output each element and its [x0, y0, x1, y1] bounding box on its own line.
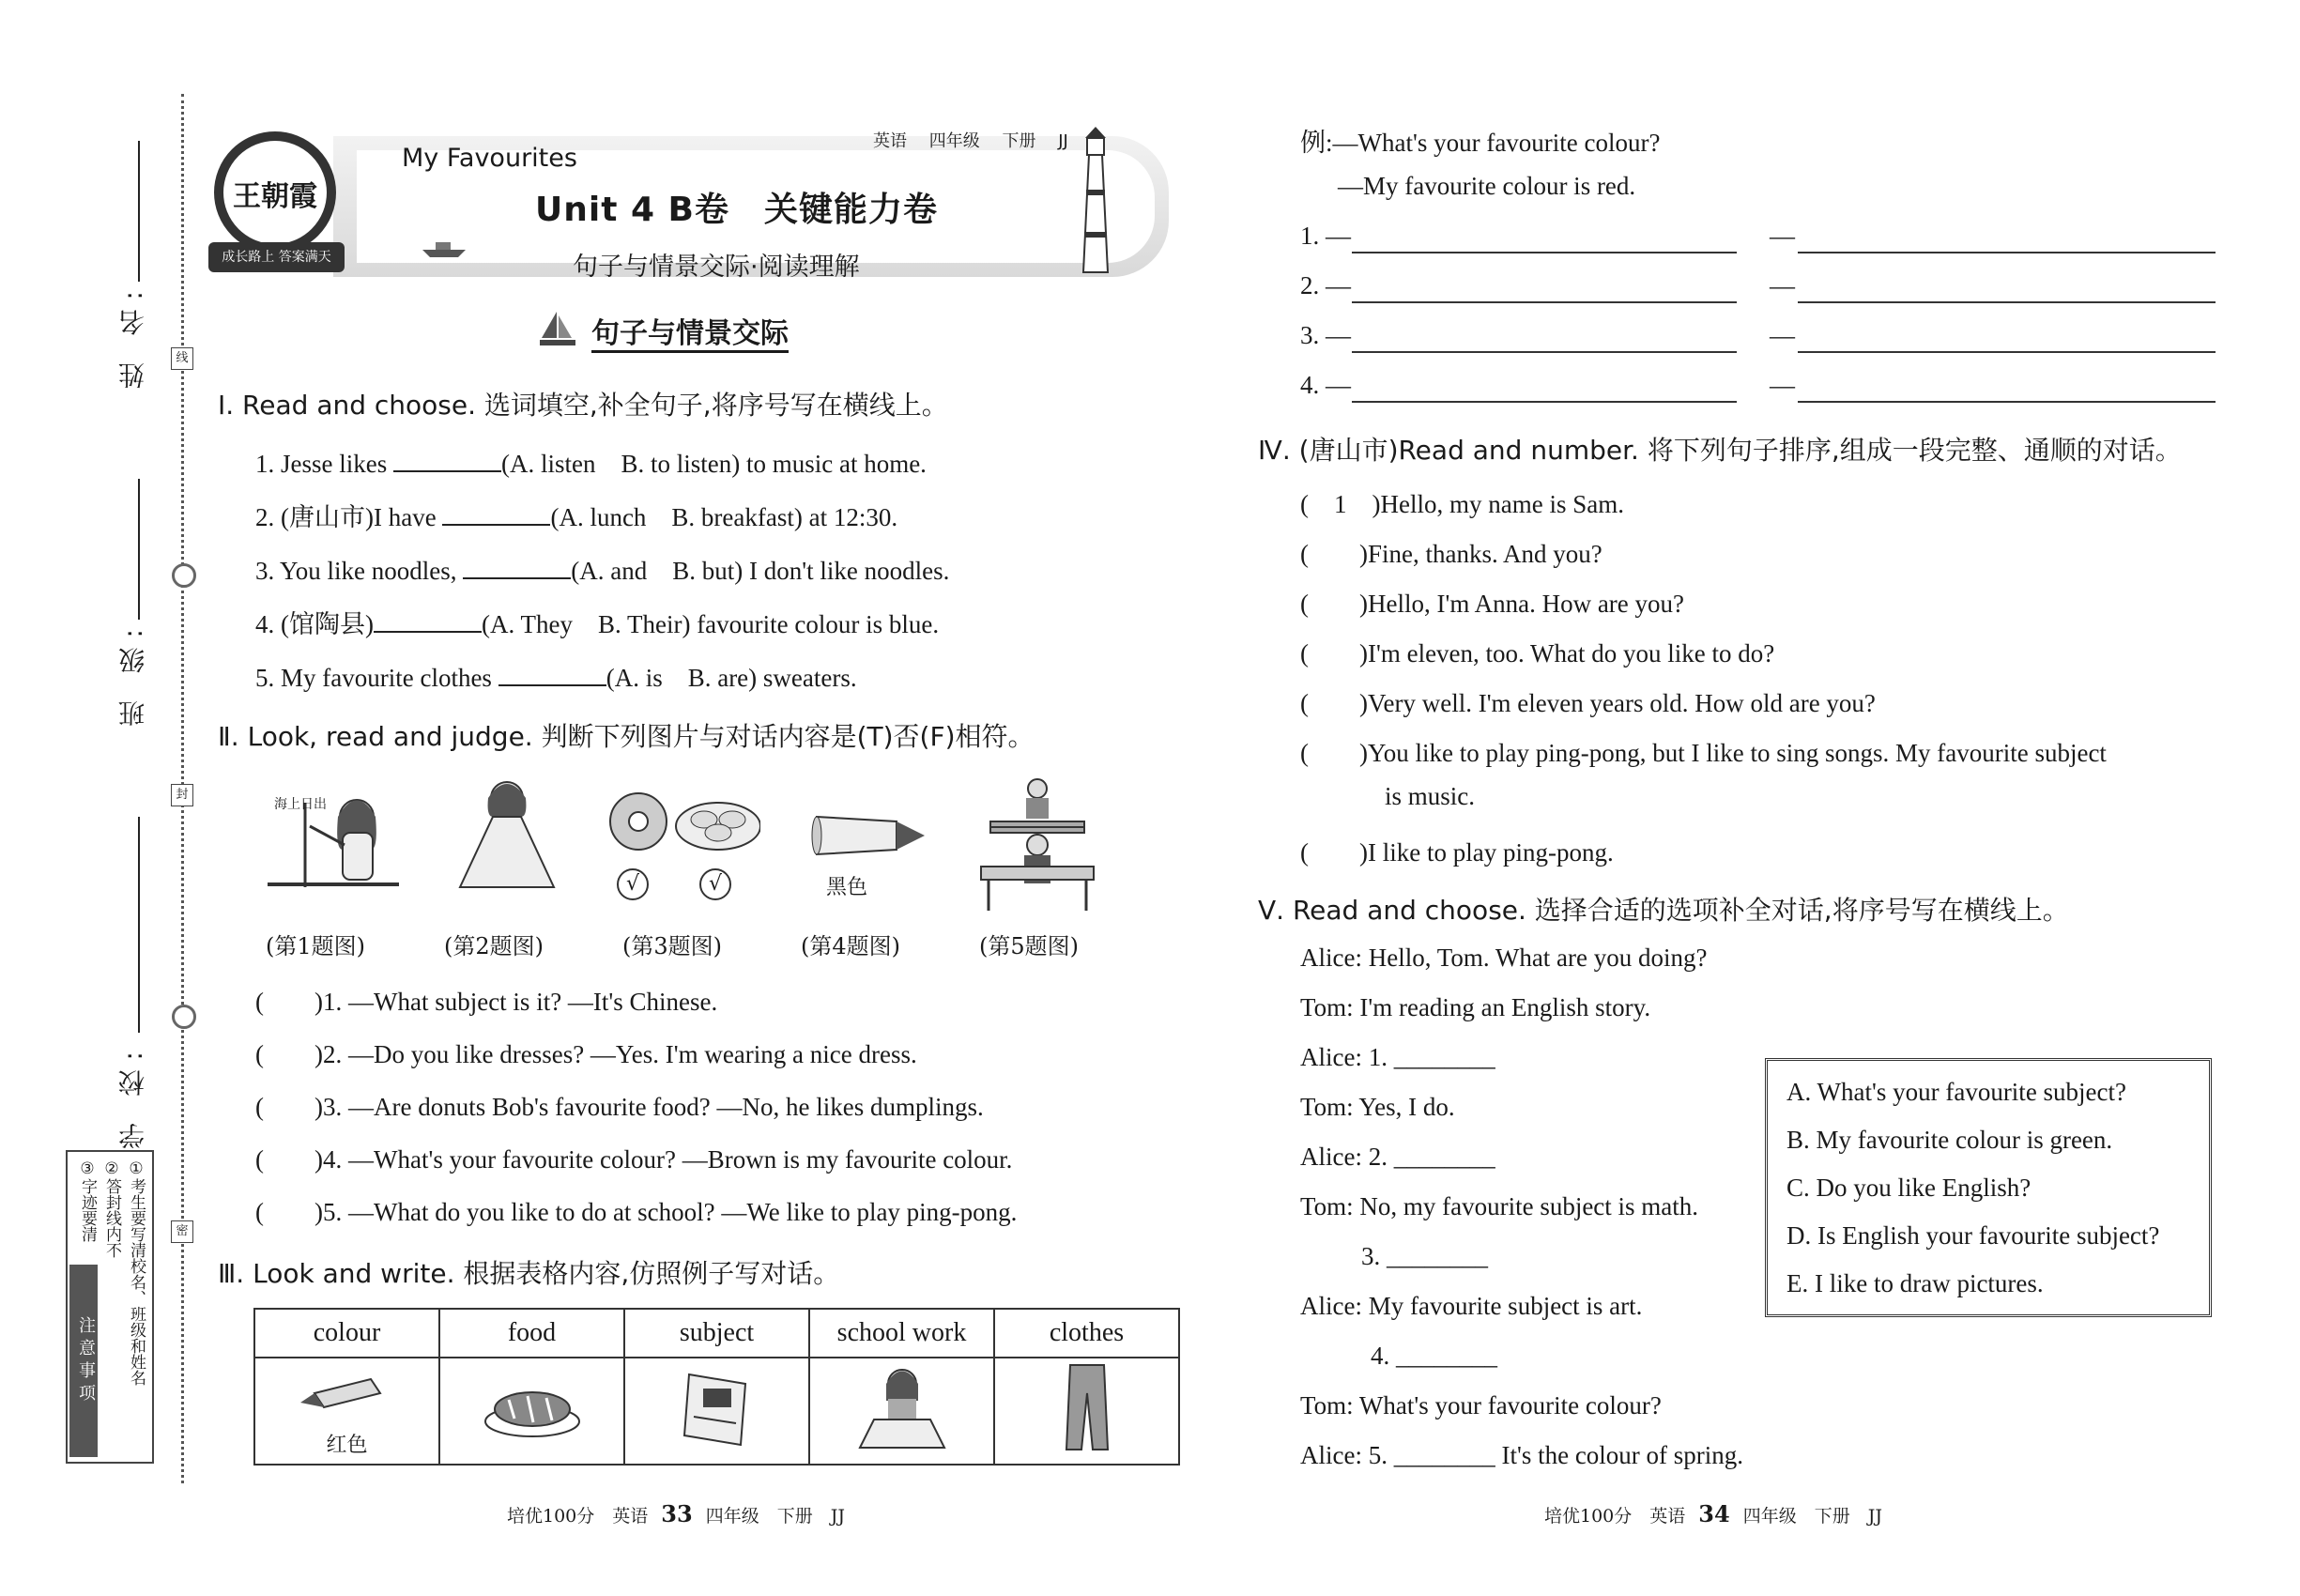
school-line	[138, 817, 140, 1033]
tick-mark: √	[617, 868, 649, 900]
example-question: 例:—What's your favourite colour?	[1300, 129, 1661, 157]
options-box	[1765, 1058, 2212, 1317]
girl-in-dress-picture	[441, 775, 573, 915]
dialogue-line: Tom: What's your favourite colour?	[1300, 1391, 1662, 1420]
table-header-cell: food	[439, 1309, 624, 1358]
part4-item-continuation: is music.	[1385, 782, 1476, 810]
name-line	[138, 141, 140, 282]
part2-heading: Ⅱ. Look, read and judge. 判断下列图片与对话内容是(T)否(F)相符。	[218, 721, 1035, 752]
option-item: B. My favourite colour is green.	[1786, 1126, 2113, 1154]
part2-item: ( )2. —Do you like dresses? —Yes. I'm wearing a nice dress.	[255, 1040, 917, 1068]
trousers-icon	[1059, 1360, 1115, 1454]
part3-heading: Ⅲ. Look and write. 根据表格内容,仿照例子写对话。	[218, 1258, 840, 1289]
option-item: C. Do you like English?	[1786, 1174, 2032, 1202]
header-meta	[873, 128, 1085, 152]
dialogue-line: Alice: 5. ________ It's the colour of spring.	[1300, 1441, 1744, 1469]
exam-notes	[66, 1150, 154, 1464]
write-line-number: 1. —	[1300, 222, 1351, 250]
answer-line	[1798, 301, 2216, 303]
write-line-dash: —	[1770, 222, 1795, 250]
picture-caption: (第5题图)	[979, 933, 1079, 959]
logo-text: 王朝霞	[233, 180, 317, 213]
page-number: 33	[661, 1500, 693, 1527]
answer-line	[1352, 401, 1737, 403]
ping-pong-picture	[972, 775, 1103, 915]
option-item: D. Is English your favourite subject?	[1786, 1221, 2160, 1250]
dialogue-line: Tom: No, my favourite subject is math.	[1300, 1192, 1699, 1220]
answer-line	[1352, 252, 1737, 253]
table-header-cell: clothes	[994, 1309, 1179, 1358]
dialogue-line: Tom: Yes, I do.	[1300, 1093, 1455, 1121]
part4-item: ( 1 )Hello, my name is Sam.	[1300, 490, 1624, 518]
part4-item: ( )You like to play ping-pong, but I like to sing songs. My favourite subject	[1300, 739, 2107, 767]
pic4-label: 黑色	[826, 876, 868, 899]
school-label: 学 校:	[117, 1042, 148, 1150]
logo-ribbon: 成长路上 答案满天	[208, 242, 345, 272]
picture-caption: (第4题图)	[801, 933, 900, 959]
class-line	[138, 479, 140, 620]
binding-hole	[172, 563, 196, 588]
binding-mark: 线	[171, 347, 193, 370]
picture-caption: (第1题图)	[266, 933, 365, 959]
note-item: ③字迹要清	[78, 1159, 97, 1242]
dialogue-line: Alice: Hello, Tom. What are you doing?	[1300, 944, 1708, 972]
table-image-cell	[624, 1358, 809, 1465]
picture-caption: (第2题图)	[444, 933, 544, 959]
example-answer: —My favourite colour is red.	[1338, 172, 1636, 200]
table-header-cell: colour	[254, 1309, 439, 1358]
option-item: E. I like to draw pictures.	[1786, 1269, 2044, 1297]
footer-right: 培优100分 英语 34 四年级 下册 JJ	[1544, 1500, 1882, 1527]
part1-item: 5. My favourite clothes (A. is B. are) sweaters.	[255, 664, 857, 692]
answer-line	[1352, 351, 1737, 353]
part4-heading: Ⅳ. (唐山市)Read and number. 将下列句子排序,组成一段完整、通顺的对话。	[1258, 435, 2182, 466]
answer-line	[1352, 301, 1737, 303]
meta-subject: 英语	[873, 131, 907, 151]
page-subtitle: 句子与情景交际·阅读理解	[573, 253, 860, 282]
unit-topic: My Favourites	[402, 144, 577, 173]
part1-item: 4. (馆陶县) (A. They B. Their) favourite colour is blue.	[255, 610, 940, 638]
binding-mark: 封	[171, 784, 193, 806]
class-label: 班 级:	[117, 620, 148, 728]
boat-icon	[421, 237, 468, 259]
notes-tag: 注意事项	[69, 1265, 98, 1457]
table-image-cell	[254, 1358, 439, 1465]
binding-hole	[172, 1005, 196, 1029]
brand-logo	[214, 131, 336, 253]
dialogue-line: Alice: 1. ________	[1300, 1043, 1495, 1071]
chinese-book-icon	[675, 1365, 759, 1450]
write-line-number: 2. —	[1300, 271, 1351, 299]
part5-heading: Ⅴ. Read and choose. 选择合适的选项补全对话,将序号写在横线上。	[1258, 895, 2069, 926]
write-line-number: 4. —	[1300, 371, 1351, 399]
note-item: ①考生要写清校名、班级和姓名	[127, 1159, 146, 1386]
footer-left: 培优100分 英语 33 四年级 下册 JJ	[507, 1500, 845, 1527]
table-image-cell	[809, 1358, 994, 1465]
pic1-label: 海上日出	[274, 797, 327, 812]
dialogue-line: Alice: My favourite subject is art.	[1300, 1292, 1643, 1320]
write-line-dash: —	[1770, 371, 1795, 399]
table-header-cell: subject	[624, 1309, 809, 1358]
picture-caption: (第3题图)	[622, 933, 722, 959]
note-item: ②答封线内不	[102, 1159, 121, 1258]
table-image-cell	[439, 1358, 624, 1465]
part1-heading: Ⅰ. Read and choose. 选词填空,补全句子,将序号写在横线上。	[218, 390, 948, 421]
sailboat-icon	[540, 310, 575, 347]
colour-label: 红色	[326, 1433, 368, 1457]
answer-line	[1798, 252, 2216, 253]
red-crayon-icon	[296, 1365, 399, 1421]
meta-term: 下册	[1002, 131, 1036, 151]
part2-item: ( )4. —What's your favourite colour? —Brown is my favourite colour.	[255, 1145, 1013, 1174]
dialogue-line: 3. ________	[1361, 1242, 1488, 1270]
write-line-dash: —	[1770, 271, 1795, 299]
bread-icon	[481, 1370, 584, 1445]
part4-item: ( )Very well. I'm eleven years old. How old are you?	[1300, 689, 1876, 717]
answer-line	[1798, 401, 2216, 403]
name-label: 姓 名:	[117, 282, 148, 390]
meta-grade: 四年级	[928, 131, 980, 151]
answer-line	[1798, 351, 2216, 353]
tick-mark: √	[699, 868, 731, 900]
table-header-cell: school work	[809, 1309, 994, 1358]
part4-item: ( )I'm eleven, too. What do you like to do?	[1300, 639, 1775, 668]
category-table	[253, 1308, 1180, 1466]
option-item: A. What's your favourite subject?	[1786, 1078, 2127, 1106]
part2-item: ( )1. —What subject is it? —It's Chinese.	[255, 988, 718, 1016]
part1-item: 2. (唐山市)I have (A. lunch B. breakfast) at 12:30.	[255, 503, 898, 531]
dialogue-line: Tom: I'm reading an English story.	[1300, 993, 1651, 1021]
dialogue-line: 4. ________	[1371, 1342, 1497, 1370]
page-title: Unit 4 B卷 关键能力卷	[535, 191, 938, 229]
lighthouse-icon	[1080, 127, 1112, 277]
meta-edition: JJ	[1058, 131, 1068, 151]
part2-item: ( )5. —What do you like to do at school? —We like to play ping-pong.	[255, 1198, 1018, 1226]
girl-drawing-icon	[855, 1363, 949, 1452]
binding-mark: 密	[171, 1220, 193, 1243]
page-number: 34	[1698, 1500, 1730, 1527]
part4-item: ( )I like to play ping-pong.	[1300, 838, 1614, 867]
part4-item: ( )Hello, I'm Anna. How are you?	[1300, 590, 1685, 618]
write-line-number: 3. —	[1300, 321, 1351, 349]
part1-item: 3. You like noodles, (A. and B. but) I don't like noodles.	[255, 557, 950, 585]
write-line-dash: —	[1770, 321, 1795, 349]
section-heading: 句子与情景交际	[591, 317, 789, 350]
part1-item: 1. Jesse likes (A. listen B. to listen) to music at home.	[255, 450, 927, 478]
part2-item: ( )3. —Are donuts Bob's favourite food? —No, he likes dumplings.	[255, 1093, 984, 1121]
table-image-cell	[994, 1358, 1179, 1465]
part4-item: ( )Fine, thanks. And you?	[1300, 540, 1602, 568]
dialogue-line: Alice: 2. ________	[1300, 1143, 1495, 1171]
